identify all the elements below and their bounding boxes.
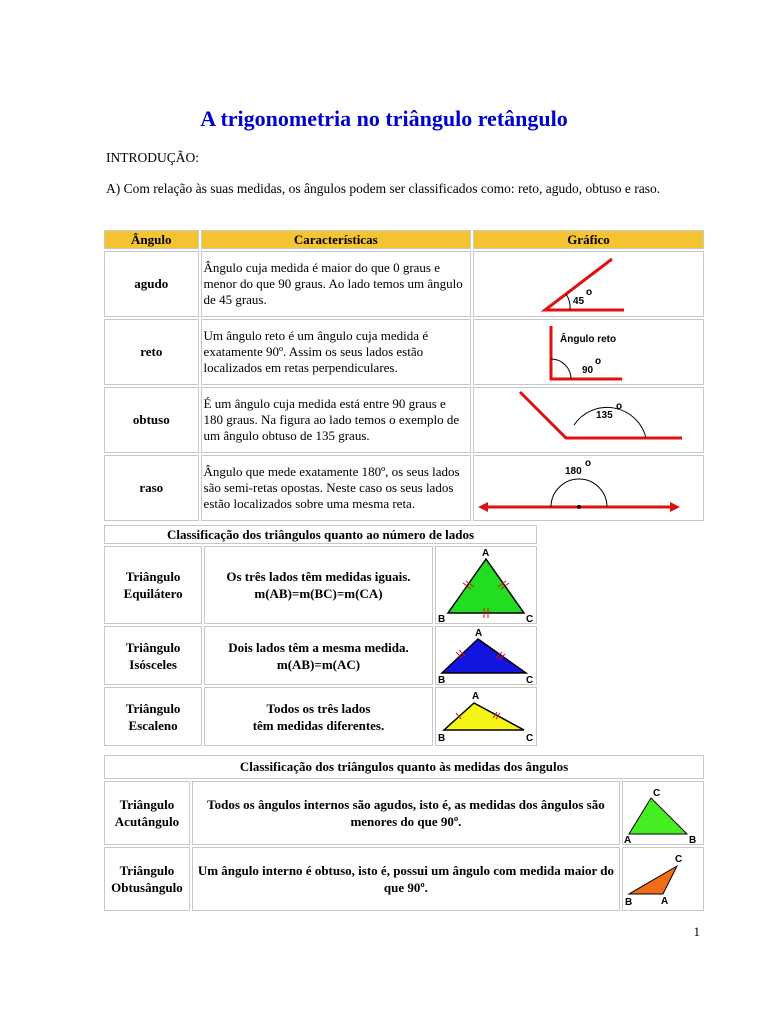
vertex-label: A — [481, 548, 489, 559]
desc-line: Os três lados têm medidas iguais. — [226, 569, 411, 584]
angle-description: Ângulo que mede exatamente 180º, os seus lados são semi-retas opostas. Neste caso os seus lados estão localizados sobre uma mesma reta. — [201, 455, 471, 521]
name-line: Escaleno — [128, 717, 178, 733]
vertex-label: B — [624, 897, 633, 908]
desc-line: têm medidas diferentes. — [252, 717, 385, 733]
table-title: Classificação dos triângulos quanto ao número de lados — [104, 525, 537, 544]
vertex-label: B — [688, 835, 697, 844]
degree-sign: o — [615, 401, 623, 412]
table-title-row — [104, 755, 704, 779]
table-row — [104, 847, 704, 911]
acute-angle-figure — [473, 251, 704, 317]
triangle-name — [104, 626, 202, 685]
triangle-description — [204, 626, 433, 685]
page-number: 1 — [693, 924, 700, 939]
vertex-label: A — [660, 896, 669, 907]
vertex-label: C — [525, 733, 533, 744]
name-line: Triângulo — [125, 639, 181, 655]
name-line: Triângulo — [119, 797, 175, 812]
vertex-label: A — [623, 835, 632, 844]
triangle-name — [104, 687, 202, 746]
equilateral-triangle-figure — [435, 546, 537, 624]
triangle-description — [204, 546, 433, 624]
scalene-triangle-figure — [435, 687, 537, 746]
angle-name: raso — [104, 455, 199, 521]
vertex-label: C — [525, 675, 533, 684]
table-row — [104, 546, 537, 624]
name-line: Triângulo — [125, 569, 181, 584]
acute-triangle-figure — [622, 781, 704, 845]
vertex-label: B — [437, 733, 445, 744]
desc-line: Todos os três lados — [266, 700, 371, 716]
header-angulo: Ângulo — [104, 230, 199, 249]
vertex-label: C — [652, 788, 661, 799]
header-caracteristicas: Características — [201, 230, 471, 249]
table-row — [104, 626, 537, 685]
intro-text: A) Com relação às suas medidas, os ângulos podem ser classificados como: reto, agudo, obtuso e raso. — [106, 181, 661, 196]
header-grafico: Gráfico — [473, 230, 704, 249]
vertex-label: C — [525, 614, 533, 623]
degree-sign: o — [584, 458, 592, 469]
table-row — [104, 455, 704, 521]
desc-line: Dois lados têm a mesma medida. — [228, 639, 409, 655]
angle-description: Ângulo cuja medida é maior do que 0 graus e menor do que 90 graus. Ao lado temos um ângulo de 45 graus. — [201, 251, 471, 317]
angle-name: reto — [104, 319, 199, 385]
table-title-row — [104, 525, 537, 544]
angle-classification-table — [102, 228, 706, 523]
straight-angle-figure — [473, 455, 704, 521]
degree-sign: o — [585, 287, 593, 298]
right-angle-title: Ângulo reto — [559, 334, 617, 345]
name-line: Equilátero — [123, 586, 183, 601]
right-angle-figure — [473, 319, 704, 385]
degree-sign: o — [594, 356, 602, 367]
table-row — [104, 319, 704, 385]
obtuse-angle-figure — [473, 387, 704, 453]
intro-heading: INTRODUÇÃO: — [106, 150, 199, 165]
acute-angle-label: 45 — [572, 296, 585, 307]
obtuse-triangle-figure — [622, 847, 704, 911]
triangles-by-sides-table — [102, 523, 539, 748]
name-line: Acutângulo — [114, 814, 180, 829]
triangle-description: Todos os ângulos internos são agudos, isto é, as medidas dos ângulos são menores do que 90º. — [192, 781, 620, 845]
obtuse-angle-label: 135 — [595, 410, 613, 421]
triangle-description: Um ângulo interno é obtuso, isto é, possui um ângulo com medida maior do que 90º. — [192, 847, 620, 911]
table-row — [104, 387, 704, 453]
angle-name: obtuso — [104, 387, 199, 453]
triangle-name — [104, 781, 190, 845]
table-header-row — [104, 230, 704, 249]
table-row — [104, 781, 704, 845]
triangles-by-angles-table — [102, 753, 706, 913]
triangle-description — [204, 687, 433, 746]
desc-line: m(AB)=m(BC)=m(CA) — [254, 586, 383, 601]
name-line: Isósceles — [129, 656, 177, 672]
triangle-name — [104, 546, 202, 624]
right-angle-label: 90 — [581, 365, 594, 376]
straight-angle-label: 180 — [564, 466, 582, 477]
name-line: Triângulo — [119, 863, 175, 878]
page-title: A trigonometria no triângulo retângulo — [200, 106, 568, 131]
angle-description: Um ângulo reto é um ângulo cuja medida é exatamente 90º. Assim os seus lados estão localizados em retas perpendiculares. — [201, 319, 471, 385]
vertex-label: A — [471, 691, 479, 702]
table-title: Classificação dos triângulos quanto às medidas dos ângulos — [104, 755, 704, 779]
angle-description: É um ângulo cuja medida está entre 90 graus e 180 graus. Na figura ao lado temos o exemplo de um ângulo obtuso de 135 graus. — [201, 387, 471, 453]
table-row — [104, 251, 704, 317]
vertex-label: A — [474, 628, 482, 639]
angle-name: agudo — [104, 251, 199, 317]
desc-line: m(AB)=m(AC) — [276, 656, 361, 672]
name-line: Obtusângulo — [111, 880, 183, 895]
table-row — [104, 687, 537, 746]
name-line: Triângulo — [125, 700, 181, 716]
vertex-label: C — [674, 854, 683, 865]
triangle-name — [104, 847, 190, 911]
vertex-label: B — [437, 614, 445, 623]
vertex-label: B — [437, 675, 445, 684]
isosceles-triangle-figure — [435, 626, 537, 685]
